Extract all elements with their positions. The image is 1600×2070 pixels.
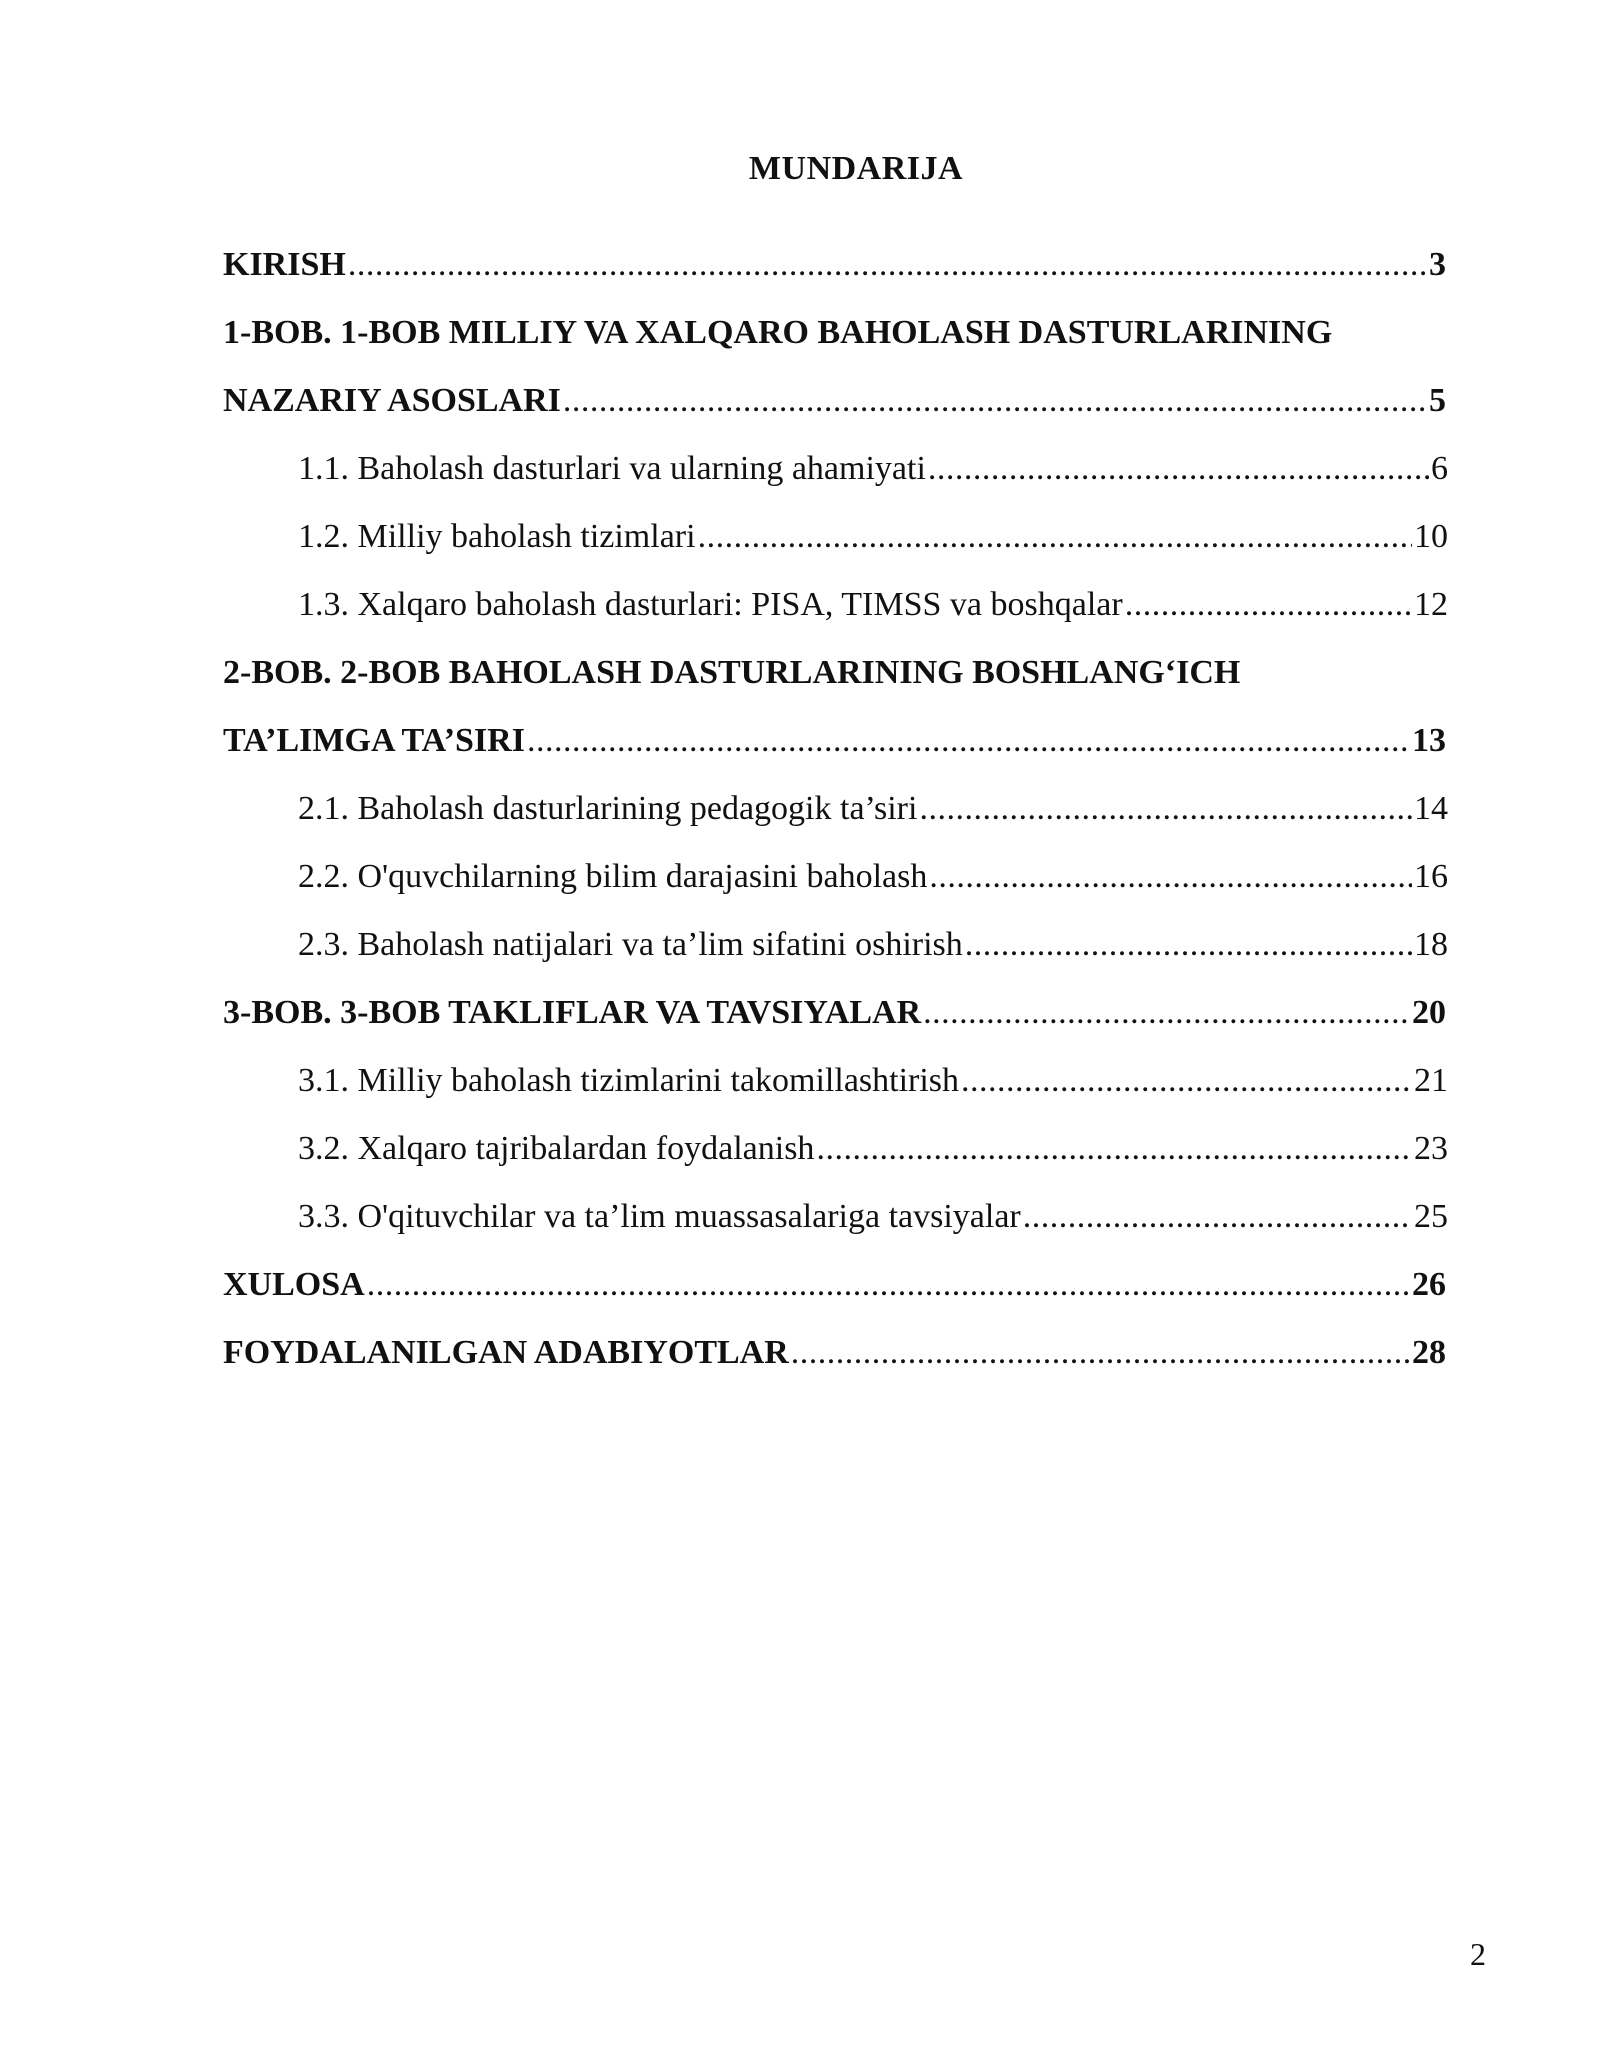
toc-entry-chapter2-line1[interactable]: 2-BOB. 2-BOB BAHOLASH DASTURLARINING BOSHLANG‘ICH xyxy=(223,654,1241,691)
toc-entry-label: 3.3. O'qituvchilar va ta’lim muassasalariga tavsiyalar xyxy=(298,1198,1021,1235)
toc-entry-label: 1.3. Xalqaro baholash dasturlari: PISA, TIMSS va boshqalar xyxy=(298,586,1123,623)
toc-entry-label: 1.2. Milliy baholash tizimlari xyxy=(298,518,696,555)
toc-entry-page: 12 xyxy=(1414,586,1448,623)
toc-entry-label: 3.1. Milliy baholash tizimlarini takomillashtirish xyxy=(298,1062,960,1099)
dot-leader xyxy=(923,986,1410,1040)
toc-entry-3-1[interactable] xyxy=(223,1054,1448,1122)
dot-leader xyxy=(919,782,1412,836)
toc-entry-xulosa[interactable] xyxy=(223,1258,1446,1326)
toc-entry-label: FOYDALANILGAN ADABIYOTLAR xyxy=(223,1334,789,1371)
toc-entry-1-1[interactable] xyxy=(223,442,1448,510)
toc-entry-chapter2[interactable] xyxy=(223,714,1446,782)
dot-leader xyxy=(1125,578,1412,632)
dot-leader xyxy=(961,1054,1412,1108)
toc-entry-label: 1.1. Baholash dasturlari va ularning ahamiyati xyxy=(298,450,926,487)
toc-entry-page: 21 xyxy=(1414,1062,1448,1099)
page-number: 2 xyxy=(1470,1936,1486,1972)
dot-leader xyxy=(348,238,1427,292)
toc-entry-1-2[interactable] xyxy=(223,510,1448,578)
toc-entry-label: 2.2. O'quvchilarning bilim darajasini baholash xyxy=(298,858,928,895)
dot-leader xyxy=(965,918,1412,972)
toc-entry-chapter3[interactable] xyxy=(223,986,1446,1054)
dot-leader xyxy=(563,374,1427,428)
dot-leader xyxy=(928,442,1429,496)
dot-leader xyxy=(367,1258,1410,1312)
toc-entry-page: 28 xyxy=(1412,1334,1446,1371)
toc-entry-page: 3 xyxy=(1429,246,1446,283)
toc-entry-page: 23 xyxy=(1414,1130,1448,1167)
toc-entry-adabiyotlar[interactable] xyxy=(223,1326,1446,1394)
dot-leader xyxy=(527,714,1410,768)
toc-entry-page: 16 xyxy=(1414,858,1448,895)
toc-entry-2-1[interactable] xyxy=(223,782,1448,850)
toc-entry-page: 20 xyxy=(1412,994,1446,1031)
toc-entry-page: 18 xyxy=(1414,926,1448,963)
toc-entry-3-3[interactable] xyxy=(223,1190,1448,1258)
toc-entry-page: 26 xyxy=(1412,1266,1446,1303)
toc-entry-chapter1[interactable] xyxy=(223,374,1446,442)
toc-entry-label: NAZARIY ASOSLARI xyxy=(223,382,561,419)
dot-leader xyxy=(816,1122,1412,1176)
toc-entry-page: 25 xyxy=(1414,1198,1448,1235)
toc-entry-kirish[interactable] xyxy=(223,238,1446,306)
toc-entry-chapter1-line1[interactable]: 1-BOB. 1-BOB MILLIY VA XALQARO BAHOLASH DASTURLARINING xyxy=(223,314,1333,351)
toc-entry-page: 6 xyxy=(1431,450,1448,487)
table-of-contents xyxy=(223,238,1446,1394)
toc-entry-label: 3-BOB. 3-BOB TAKLIFLAR VA TAVSIYALAR xyxy=(223,994,922,1031)
toc-entry-1-3[interactable] xyxy=(223,578,1448,646)
toc-entry-label: TA’LIMGA TA’SIRI xyxy=(223,722,525,759)
dot-leader xyxy=(929,850,1412,904)
toc-entry-page: 10 xyxy=(1414,518,1448,555)
toc-entry-page: 5 xyxy=(1429,382,1446,419)
toc-entry-label: 2.1. Baholash dasturlarining pedagogik ta’siri xyxy=(298,790,918,827)
toc-entry-2-2[interactable] xyxy=(223,850,1448,918)
toc-entry-page: 13 xyxy=(1412,722,1446,759)
toc-entry-label: XULOSA xyxy=(223,1266,365,1303)
toc-entry-3-2[interactable] xyxy=(223,1122,1448,1190)
toc-entry-page: 14 xyxy=(1414,790,1448,827)
dot-leader xyxy=(1023,1190,1412,1244)
toc-entry-label: KIRISH xyxy=(223,246,346,283)
toc-entry-2-3[interactable] xyxy=(223,918,1448,986)
toc-entry-label: 3.2. Xalqaro tajribalardan foydalanish xyxy=(298,1130,815,1167)
toc-title: MUNDARIJA xyxy=(748,150,964,187)
dot-leader xyxy=(698,510,1412,564)
toc-entry-label: 2.3. Baholash natijalari va ta’lim sifatini oshirish xyxy=(298,926,963,963)
dot-leader xyxy=(791,1326,1410,1380)
